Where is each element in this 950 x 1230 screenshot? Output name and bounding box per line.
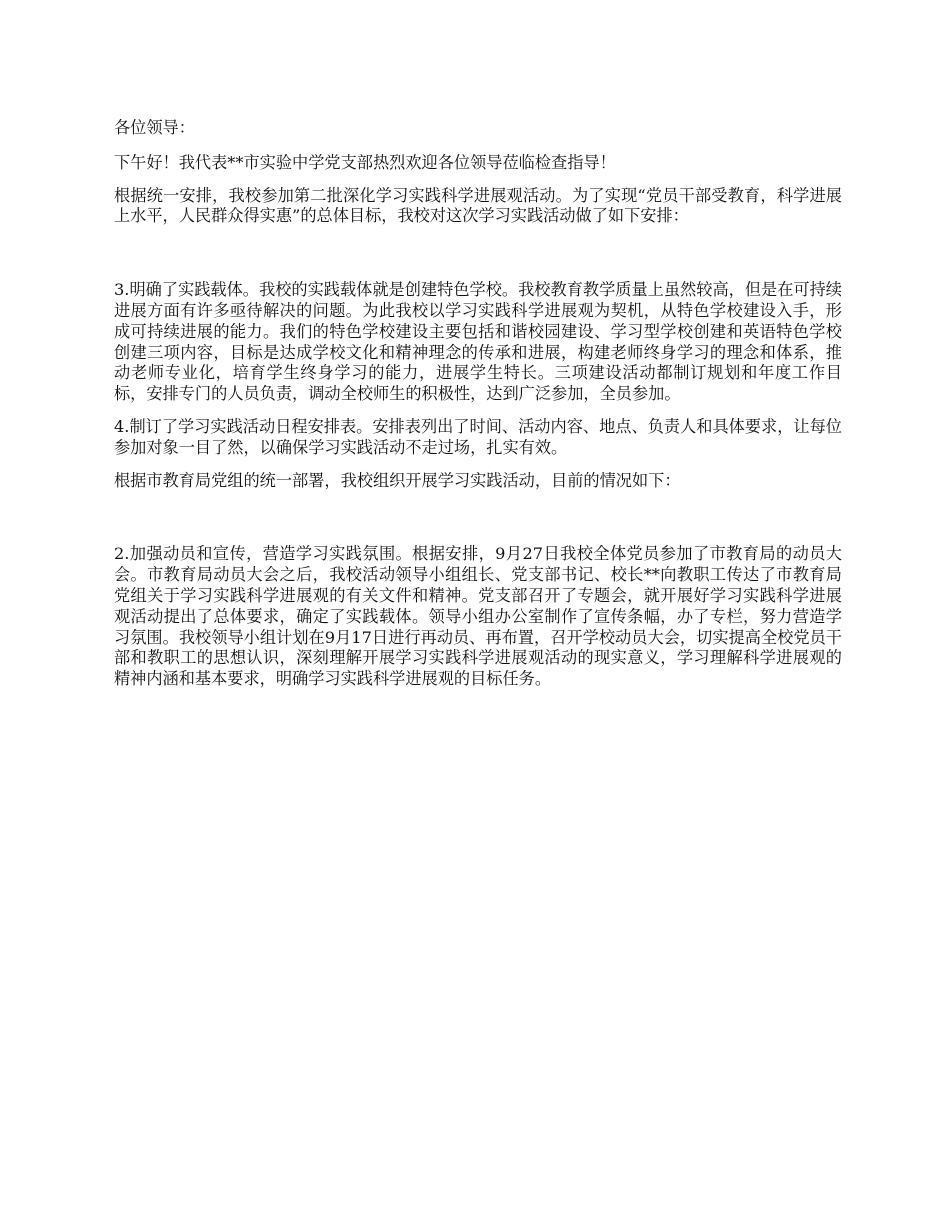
schedule-paragraph: 4.制订了学习实践活动日程安排表。安排表列出了时间、活动内容、地点、负责人和具体要求，让每位参加对象一目了然，以确保学习实践活动不走过场，扎实有效。 bbox=[114, 416, 842, 457]
current-situation-paragraph: 根据市教育局党组的统一部署，我校组织开展学习实践活动，目前的情况如下： bbox=[114, 470, 681, 490]
practice-carrier-paragraph: 3.明确了实践载体。我校的实践载体就是创建特色学校。我校教育教学质量上虽然较高，但是在可持续进展方面有许多亟待解决的问题。为此我校以学习实践科学进展观为契机，从特色学校建设入手，形成可持续进展的能力。我们的特色学校建设主要包括和谐校园建设、学习型学校创建和英语特色学校创建三项内容，目标是达成学校文化和精神理念的传承和进展，构建老师终身学习的理念和体系，推动老师专业化，培育学生终身学习的能力，进展学生特长。三项建设活动都制订规划和年度工作目标，安排专门的人员负责，调动全校师生的积极性，达到广泛参加，全员参加。 bbox=[114, 280, 842, 404]
document-body bbox=[114, 118, 842, 702]
salutation: 各位领导： bbox=[114, 118, 195, 137]
intro-paragraph: 根据统一安排，我校参加第二批深化学习实践科学进展观活动。为了实现“党员干部受教育，科学进展上水平，人民群众得实惠”的总体目标，我校对这次学习实践活动做了如下安排： bbox=[114, 185, 842, 226]
mobilization-paragraph: 2.加强动员和宣传，营造学习实践氛围。根据安排，9月27日我校全体党员参加了市教育局的动员大会。市教育局动员大会之后，我校活动领导小组组长、党支部书记、校长**向教职工传达了市教育局党组关于学习实践科学进展观的有关文件和精神。党支部召开了专题会，就开展好学习实践科学进展观活动提出了总体要求，确定了实践载体。领导小组办公室制作了宣传条幅，办了专栏，努力营造学习氛围。我校领导小组计划在9月17日进行再动员、再布置，召开学校动员大会，切实提高全校党员干部和教职工的思想认识，深刻理解开展学习实践科学进展观活动的现实意义，学习理解科学进展观的精神内涵和基本要求，明确学习实践科学进展观的目标任务。 bbox=[114, 544, 842, 689]
greeting-paragraph: 下午好！我代表**市实验中学党支部热烈欢迎各位领导莅临检查指导！ bbox=[114, 152, 616, 172]
